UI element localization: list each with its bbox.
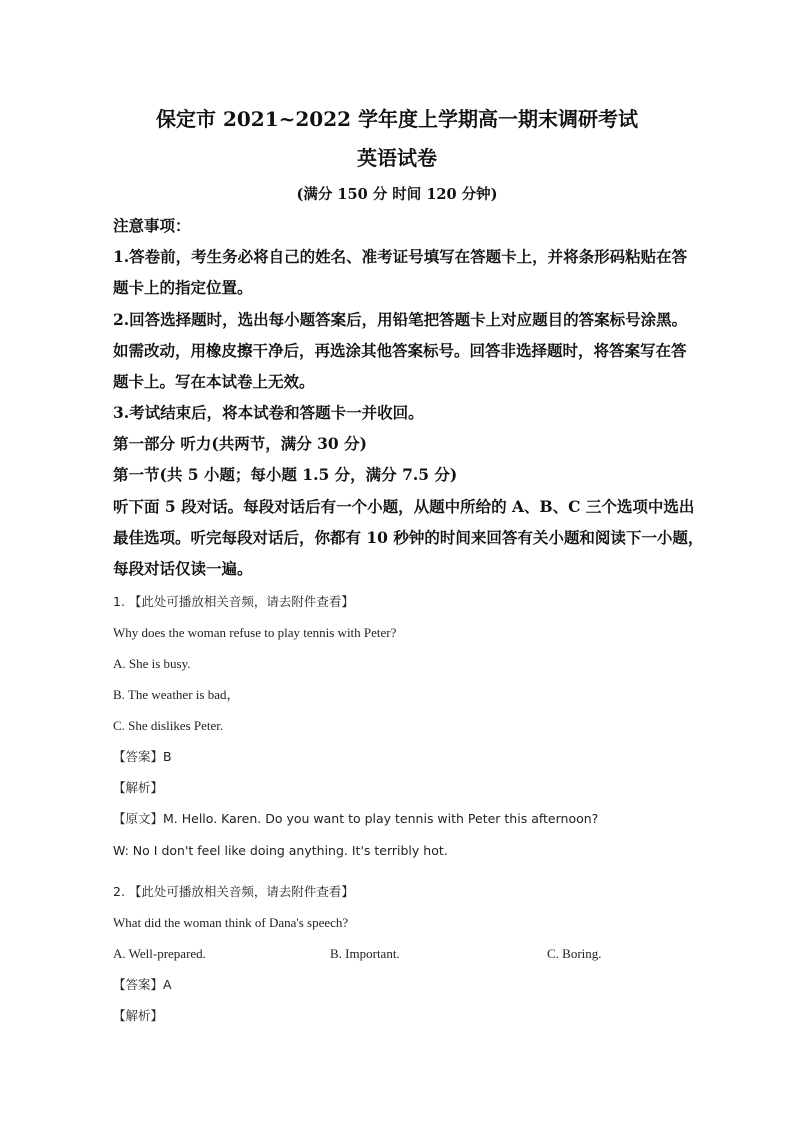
instructions-line: 最佳选项。听完每段对话后，你都有 10 秒钟的时间来回答有关小题和阅读下一小题， (113, 528, 704, 547)
q1-option-b: B. The weather is bad， (113, 687, 240, 702)
q2-option-c: C. Boring. (547, 946, 602, 961)
q1-option-a: A. She is busy. (113, 656, 191, 671)
notes-line: 题卡上。写在本试卷上无效。 (113, 372, 315, 391)
q2-header: 2. 【此处可播放相关音频，请去附件查看】 (113, 884, 354, 899)
notes-line: 如需改动，用橡皮擦干净后，再选涂其他答案标号。回答非选择题时，将答案写在答 (113, 341, 687, 360)
q1-transcript-line: W: No I don't feel like doing anything. It's terribly hot. (113, 843, 448, 858)
notes-heading: 注意事项： (113, 216, 191, 235)
q1-analysis: 【解析】 (113, 780, 164, 795)
q1-header: 1. 【此处可播放相关音频，请去附件查看】 (113, 594, 354, 609)
q1-transcript-line: 【原文】M. Hello. Karen. Do you want to play tennis with Peter this afternoon? (113, 811, 599, 826)
q2-question: What did the woman think of Dana's speech? (113, 915, 349, 930)
exam-meta: (满分 150 分 时间 120 分钟) (296, 186, 498, 203)
q1-question: Why does the woman refuse to play tennis with Peter? (113, 625, 397, 640)
q2-analysis: 【解析】 (113, 1008, 164, 1023)
q1-option-c: C. She dislikes Peter. (113, 718, 224, 733)
exam-subject: 英语试卷 (357, 146, 437, 170)
section1-heading: 第一节(共 5 小题；每小题 1.5 分，满分 7.5 分) (113, 465, 458, 484)
notes-line: 题卡上的指定位置。 (113, 278, 253, 297)
q2-option-a: A. Well-prepared. (113, 946, 206, 961)
instructions-line: 每段对话仅读一遍。 (113, 559, 253, 578)
notes-line: 2.回答选择题时，选出每小题答案后，用铅笔把答题卡上对应题目的答案标号涂黑。 (113, 310, 688, 329)
q1-answer: 【答案】B (113, 749, 172, 764)
exam-title: 保定市 2021~2022 学年度上学期高一期末调研考试 (155, 107, 638, 131)
notes-line: 1.答卷前，考生务必将自己的姓名、准考证号填写在答题卡上，并将条形码粘贴在答 (113, 247, 688, 266)
instructions-line: 听下面 5 段对话。每段对话后有一个小题，从题中所给的 A、B、C 三个选项中选出 (113, 497, 695, 516)
q2-option-b: B. Important. (330, 946, 400, 961)
notes-line: 3.考试结束后，将本试卷和答题卡一并收回。 (113, 403, 424, 422)
part1-heading: 第一部分 听力(共两节，满分 30 分) (113, 434, 367, 453)
q2-answer: 【答案】A (113, 977, 172, 992)
